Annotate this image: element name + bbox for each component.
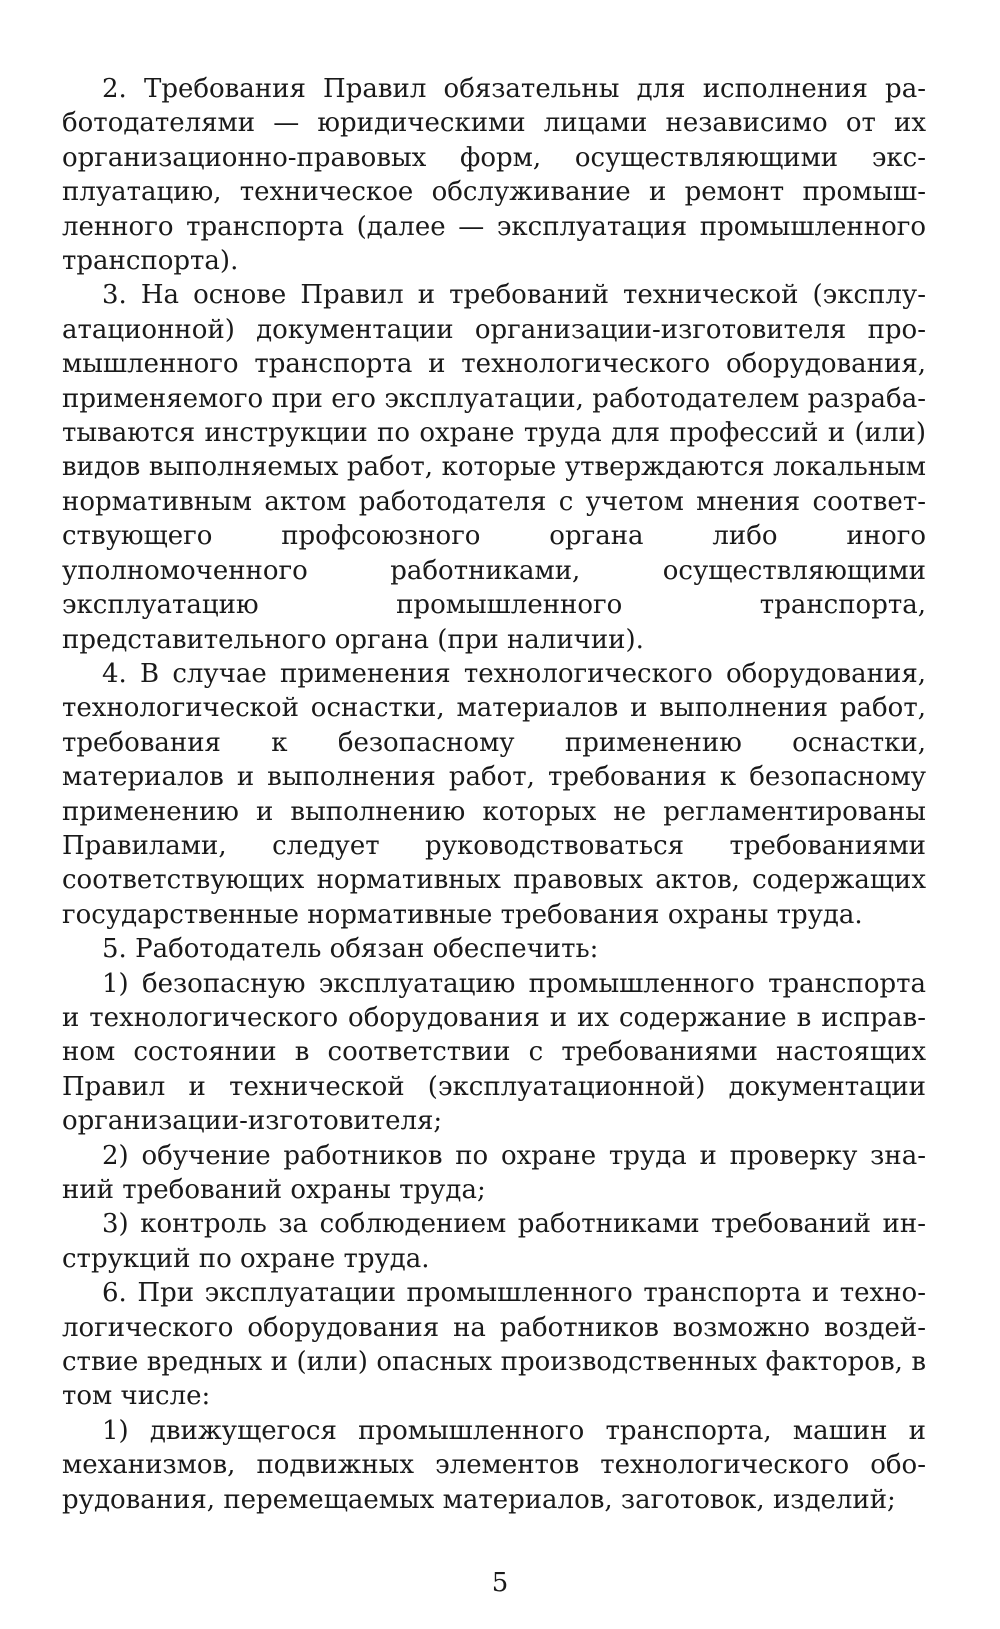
paragraph-item-5: 5. Работодатель обязан обеспечить: — [102, 934, 599, 965]
paragraph-item-3: 3. На основе Правил и требований технической (эксплуатационной) документации организации-изготовителя промышленного транспорта и технологического оборудования, применяемого при его эксплуатации, работодателем разрабатываются инструкции по охране труда для профессий и (или) видов выполняемых работ, которые утверждаются локальным нормативным актом работодателя с учетом мнения соответствующего профсоюзного органа либо иного уполномоченного работниками, осуществляющими эксплуатацию промышленного транспорта, представительного органа (при наличии). — [62, 280, 926, 655]
paragraph-item-2: 2. Требования Правил обязательны для исполнения работодателями — юридическими лицами независимо от их организационно-правовых форм, осуществляющими эксплуатацию, техническое обслуживание и ремонт промышленного транспорта (далее — эксплуатация промышленного транспорта). — [62, 74, 926, 277]
body-text — [62, 72, 926, 1517]
page-number: 5 — [491, 1568, 509, 1598]
paragraph-item-6-1: 1) движущегося промышленного транспорта, машин и механизмов, подвижных элементов технологического оборудования, перемещаемых материалов, заготовок, изделий; — [62, 1415, 926, 1515]
paragraph-item-5-3: 3) контроль за соблюдением работниками требований инструкций по охране труда. — [62, 1209, 926, 1274]
paragraph-item-4: 4. В случае применения технологического оборудования, технологической оснастки, материалов и выполнения работ, требования к безопасному применению оснастки, материалов и выполнения работ, требования к безопасному применению и выполнению которых не регламентированы Правилами, следует руководствоваться требованиями соответствующих нормативных правовых актов, содержащих государственные нормативные требования охраны труда. — [62, 658, 926, 930]
paragraph-item-6: 6. При эксплуатации промышленного транспорта и технологического оборудования на работников возможно воздействие вредных и (или) опасных производственных факторов, в том числе: — [62, 1278, 926, 1412]
paragraph-item-5-1: 1) безопасную эксплуатацию промышленного транспорта и технологического оборудования и их содержание в исправном состоянии в соответствии с требованиями настоящих Правил и технической (эксплуатационной) документации организации-изготовителя; — [62, 968, 926, 1137]
paragraph-item-5-2: 2) обучение работников по охране труда и проверку знаний требований охраны труда; — [62, 1140, 926, 1205]
